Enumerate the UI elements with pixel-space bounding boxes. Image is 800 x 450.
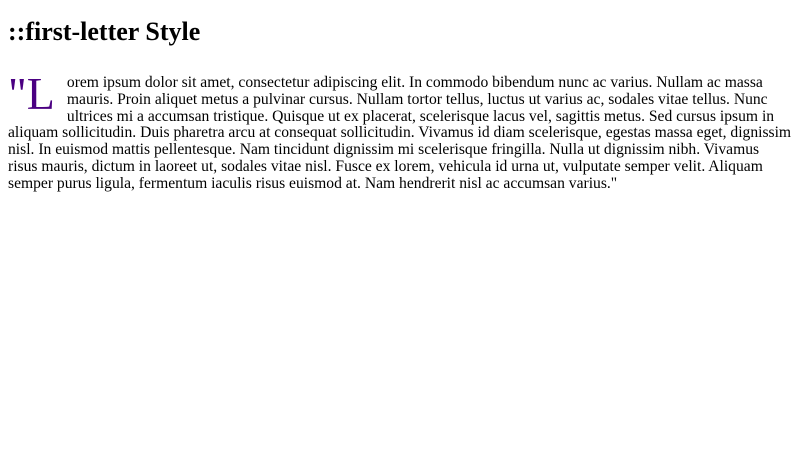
paragraph-text: orem ipsum dolor sit amet, consectetur adipiscing elit. In commodo bibendum nunc ac varius. Nullam ac massa mauris. Proin aliquet metus a pulvinar cursus. Nullam tortor tellus, luctus ut varius ac, sodales vitae tellus. Nunc ultrices mi a accumsan tristique. Quisque ut ex placerat, scelerisque lacus vel, sagittis metus. Sed cursus ipsum in aliquam sollicitudin. Duis pharetra arcu at consequat sollicitudin. Vivamus id diam scelerisque, egestas massa eget, dignissim nisl. In euismod mattis pellentesque. Nam tincidunt dignissim mi scelerisque fringilla. Nulla ut dignissim nibh. Vivamus risus mauris, dictum in laoreet ut, sodales vitae nisl. Fusce ex lorem, vehicula id urna ut, vulputate semper velit. Aliquam semper purus ligula, fermentum iaculis risus euismod at. Nam hendrerit nisl ac accumsan varius." [8, 74, 792, 192]
page-title: ::first-letter Style [8, 17, 201, 46]
body-paragraph [8, 68, 792, 193]
first-letter: "L [8, 68, 55, 119]
